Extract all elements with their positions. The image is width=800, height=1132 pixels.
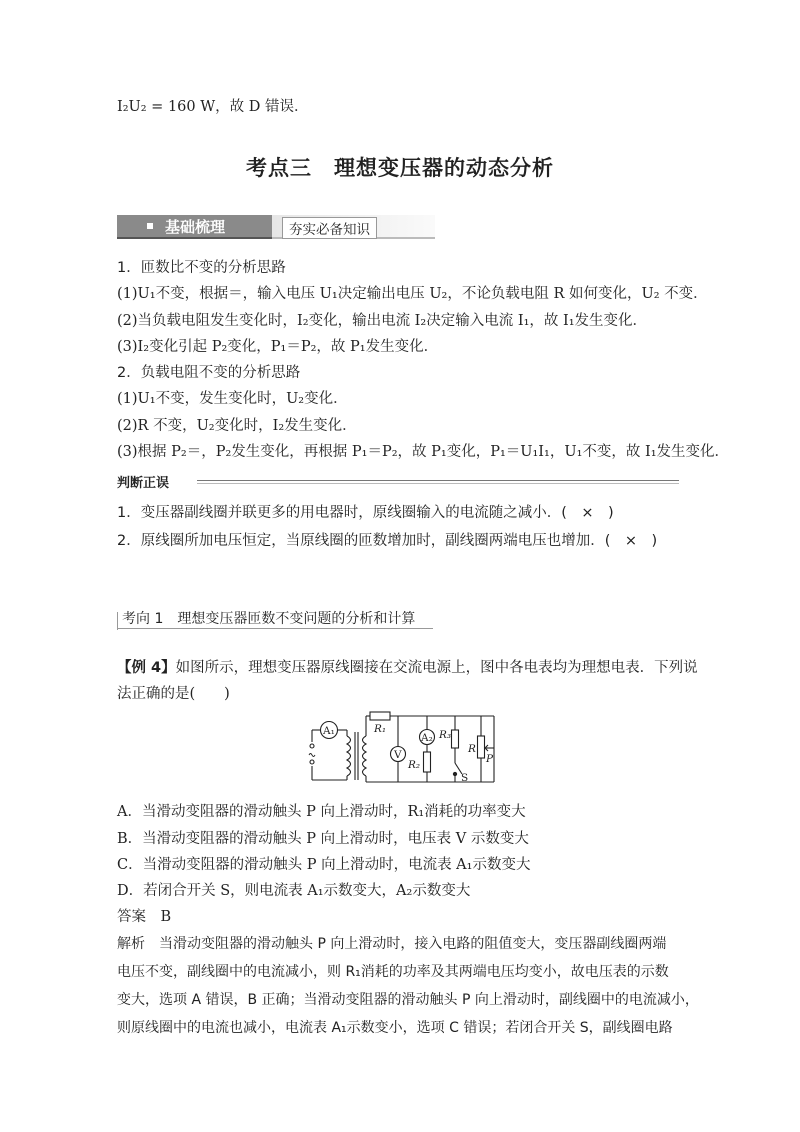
basics-line-3: (2)当负载电阻发生变化时，I₂变化，输出电流 I₂决定输入电流 I₁，故 I₁发生变化． — [117, 313, 648, 329]
ammeter-a1-label: A₁ — [323, 725, 335, 737]
option-d: D．若闭合开关 S，则电流表 A₁示数变大，A₂示数变大 — [117, 883, 471, 899]
example-stem-text: 如图所示，理想变压器原线圈接在交流电源上，图中各电表均为理想电表．下列说 — [175, 660, 698, 676]
slider-p-label: P — [486, 753, 494, 765]
kaoxiang-heading — [117, 608, 433, 629]
basics-line-2: (1)U₁不变，根据＝，输入电压 U₁决定输出电压 U₂，不论负载电阻 R 如何变化，U₂ 不变． — [117, 286, 708, 302]
square-icon — [147, 223, 153, 229]
switch-s-label: S — [461, 772, 469, 784]
voltmeter-label: V — [394, 749, 402, 761]
option-a: A．当滑动变阻器的滑动触头 P 向上滑动时，R₁消耗的功率变大 — [117, 804, 526, 820]
basics-line-5: 2．负载电阻不变的分析思路 — [117, 365, 301, 381]
example-stem-2: 法正确的是( ) — [117, 686, 230, 702]
rheostat-label: R — [468, 743, 476, 755]
resistor-r1-label: R₁ — [374, 723, 387, 735]
analysis-line-3: 变大，选项 A 错误，B 正确；当滑动变阻器的滑动触头 P 向上滑动时，副线圈中的电流减小， — [117, 992, 699, 1008]
answer: 答案 B — [117, 909, 172, 925]
example-tag: 【例 4】 — [117, 660, 176, 676]
ac-source-icon — [309, 754, 315, 757]
analysis-line-2: 电压不变，副线圈中的电流减小，则 R₁消耗的功率及其两端电压均变小，故电压表的示数 — [117, 964, 669, 980]
basics-line-6: (1)U₁不变，发生变化时，U₂变化． — [117, 391, 348, 407]
section-title: 考点三 理想变压器的动态分析 — [246, 156, 554, 180]
basics-banner — [117, 215, 435, 237]
judge-item-2: 2．原线圈所加电压恒定，当原线圈的匝数增加时，副线圈两端电压也增加．( × ) — [117, 533, 658, 549]
analysis-line-4: 则原线圈中的电流也减小，电流表 A₁示数变小，选项 C 错误；若闭合开关 S，副线圈电路 — [117, 1020, 673, 1036]
judge-label: 判断正误 — [117, 476, 170, 491]
basics-line-8: (3)根据 P₂＝，P₂发生变化，再根据 P₁＝P₂，故 P₁变化，P₁＝U₁I₁，U₁不变，故 I₁发生变化． — [117, 444, 730, 460]
resistor-r2-label: R₂ — [408, 759, 421, 771]
basics-line-7: (2)R 不变，U₂变化时，I₂发生变化． — [117, 418, 357, 434]
basics-line-1: 1．匝数比不变的分析思路 — [117, 260, 286, 276]
judge-header — [117, 472, 679, 491]
option-b: B．当滑动变阻器的滑动触头 P 向上滑动时，电压表 V 示数变大 — [117, 831, 529, 847]
kaoxiang-text: 考向 1 理想变压器匝数不变问题的分析和计算 — [122, 611, 416, 627]
analysis-line-1: 解析 当滑动变阻器的滑动触头 P 向上滑动时，接入电路的阻值变大，变压器副线圈两端 — [117, 936, 667, 952]
judge-item-1: 1．变压器副线圈并联更多的用电器时，原线圈输入的电流随之减小．( × ) — [117, 505, 614, 521]
ammeter-a2-label: A₂ — [421, 732, 433, 744]
example-stem-1 — [117, 658, 698, 678]
circuit-diagram — [300, 708, 510, 788]
option-c: C．当滑动变阻器的滑动触头 P 向上滑动时，电流表 A₁示数变大 — [117, 857, 531, 873]
top-line: I₂U₂ = 160 W，故 D 错误． — [117, 99, 309, 115]
banner-tag: 基础梳理 — [165, 218, 226, 236]
resistor-r3-label: R₃ — [439, 729, 452, 741]
basics-line-4: (3)I₂变化引起 P₂变化，P₁＝P₂，故 P₁发生变化． — [117, 339, 439, 355]
banner-sub: 夯实必备知识 — [282, 217, 377, 239]
